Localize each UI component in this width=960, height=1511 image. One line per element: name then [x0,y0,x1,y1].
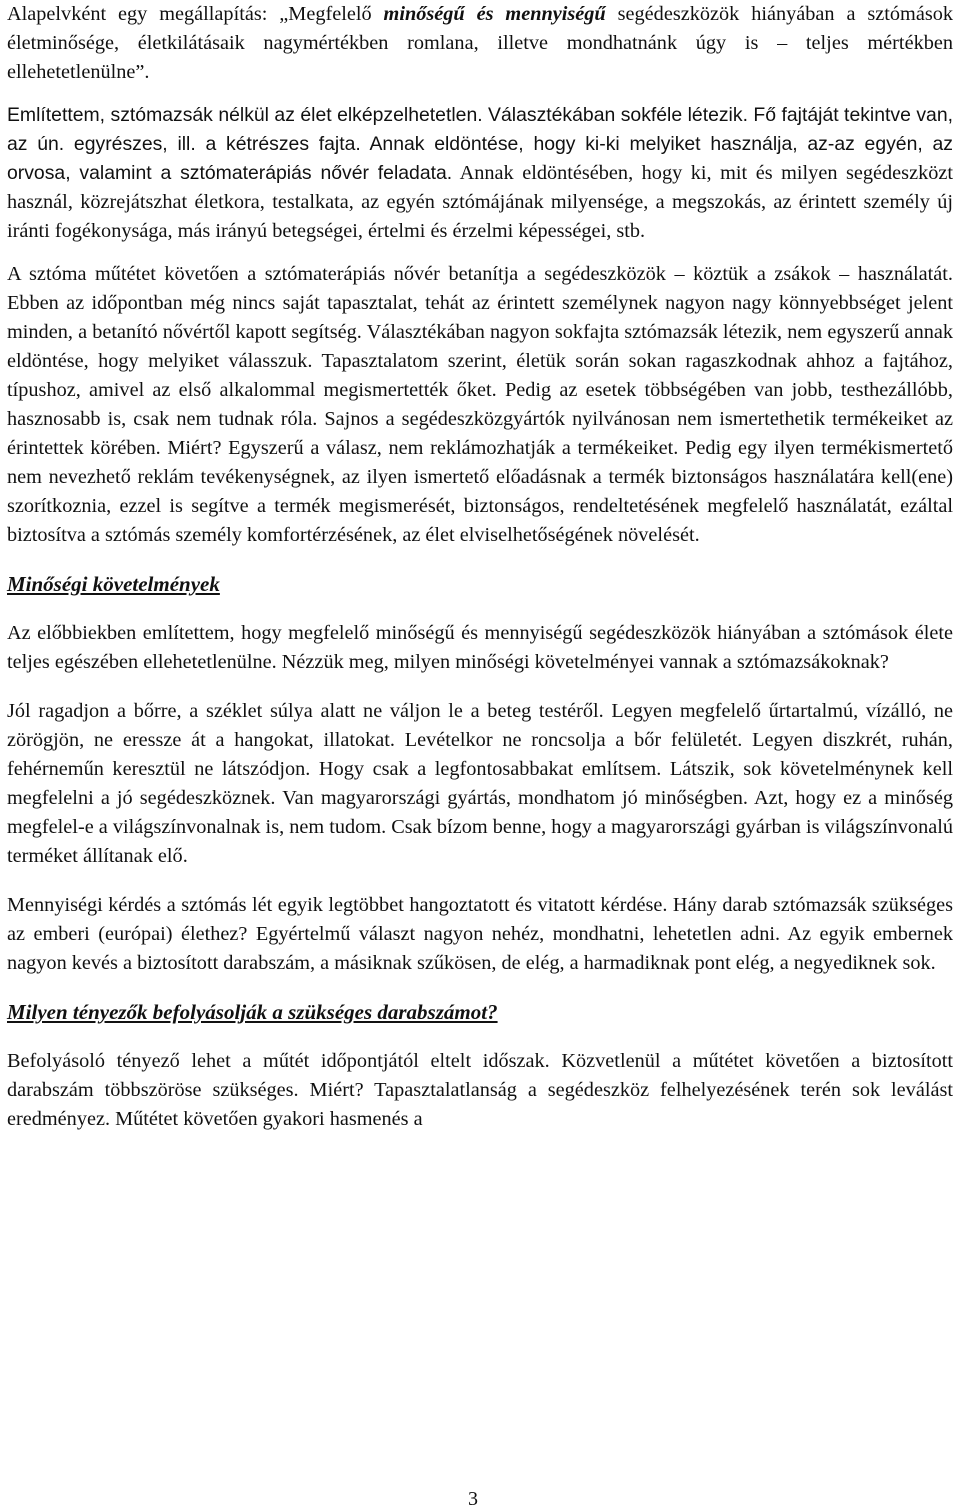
document-page [7,0,953,1134]
paragraph-bag-types-serif: Annak eldöntésében, hogy ki, mit és milyen segédeszközt használ, közrejátszhat életkora, testalkata, az egyén sztómájának milyensége, a megszokás, az érintett személy új iránti fogékonysága, más irányú betegségei, értelmi és érzelmi képességei, stb. [7,162,953,242]
paragraph-bag-types-sans: Említettem, sztómazsák nélkül az élet elképzelhetetlen. Választékában sokféle létezik. Fő fajtáját tekintve van, az ún. egyrészes, ill. a kétrészes fajta. Annak eldöntése, hogy ki-ki melyiket használja, az-az egyén, az orvosa, valamint a sztómaterápiás nővér feladata. [7,104,953,184]
paragraph-intro-text-b: segédeszközök hiányában a sztómások életminősége, életkilátásaik nagymértékben romlana, illetve mondhatnánk úgy is – teljes mértékben ellehetetlenülne”. [7,3,953,83]
heading-factors: Milyen tényezők befolyásolják a szükséges darabszámot? [7,1000,498,1024]
emphasis-quality-quantity: minőségű és mennyiségű [383,3,606,25]
paragraph-training: A sztóma műtétet követően a sztómaterápiás nővér betanítja a segédeszközök – köztük a zsákok – használatát. Ebben az időpontban még nincs saját tapasztalat, tehát az érintett személynek nagyon nagy könnyebbséget jelent minden, a betanító nővértől kapott segítség. Választékában nagyon sokfajta sztómazsák létezik, nem egyszerű annak eldöntése, hogy melyiket válasszuk. Tapasztalatom szerint, életük során sokan ragaszkodnak ahhoz a fajtához, típushoz, amivel az első alkalommal megismertették őket. Pedig az esetek többségében van jobb, testhezállóbb, hasznosabb is, csak nem tudnak róla. Sajnos a segédeszközgyártók nyilvánosan nem ismertethetik termékeiket az érintettek körében. Miért? Egyszerű a válasz, nem reklámozhatják a termékeiket. Pedig egy ilyen termékismertető nem nevezhető reklám tevékenységnek, az ilyen ismertető előadásnak a termék biztonságos használatára kell(ene) szorítkoznia, ezzel is segítve a termék megismerését, biztonságos, rendeltetésének megfelelő használatát, ezáltal biztosítva a sztómás személy komfortérzésének, az élet elviselhetőségének növelését. [7,263,953,546]
page-number: 3 [468,1488,478,1510]
paragraph-requirements: Jól ragadjon a bőrre, a széklet súlya alatt ne váljon le a beteg testéről. Legyen megfelelő űrtartalmú, vízálló, ne zörögjön, ne eressze át a hangokat, illatokat. Levételkor ne roncsolja a bőr felületét. Legyen diszkrét, ruhán, fehérneműn keresztül ne látszódjon. Hogy csak a legfontosabbakat említsem. Látszik, sok követelménynek kell megfelelni a jó segédeszköznek. Van magyarországi gyártás, mondhatom jó minőségben. Azt, hogy ez a minőség megfelel-e a világszínvonalnak is, nem tudom. Csak bízom benne, hogy a magyarországi gyárban is világszínvonalú terméket állítanak elő. [7,700,953,867]
paragraph-intro [7,0,953,87]
paragraph-bag-types [7,101,953,246]
paragraph-quantity: Mennyiségi kérdés a sztómás lét egyik legtöbbet hangoztatott és vitatott kérdése. Hány darab sztómazsák szükséges az emberi (európai) élethez? Egyértelmű választ nagyon nehéz, mondhatni, lehetetlen adni. Az egyik embernek nagyon kevés a biztosított darabszám, a másiknak szűkösen, de elég, a harmadiknak pont elég, a negyediknek sok. [7,894,953,974]
paragraph-intro-text-a: Alapelvként egy megállapítás: „Megfelelő [7,3,384,25]
heading-quality-requirements: Minőségi követelmények [7,572,220,596]
paragraph-factors: Befolyásoló tényező lehet a műtét időpontjától eltelt időszak. Közvetlenül a műtétet követően a biztosított darabszám többszöröse szükséges. Miért? Tapasztalatlanság a segédeszköz felhelyezésének terén sok leválást eredményez. Műtétet követően gyakori hasmenés a [7,1050,953,1130]
paragraph-quality-intro: Az előbbiekben említettem, hogy megfelelő minőségű és mennyiségű segédeszközök hiányában a sztómások élete teljes egészében ellehetetlenülne. Nézzük meg, milyen minőségi követelményei vannak a sztómazsákoknak? [7,622,953,673]
